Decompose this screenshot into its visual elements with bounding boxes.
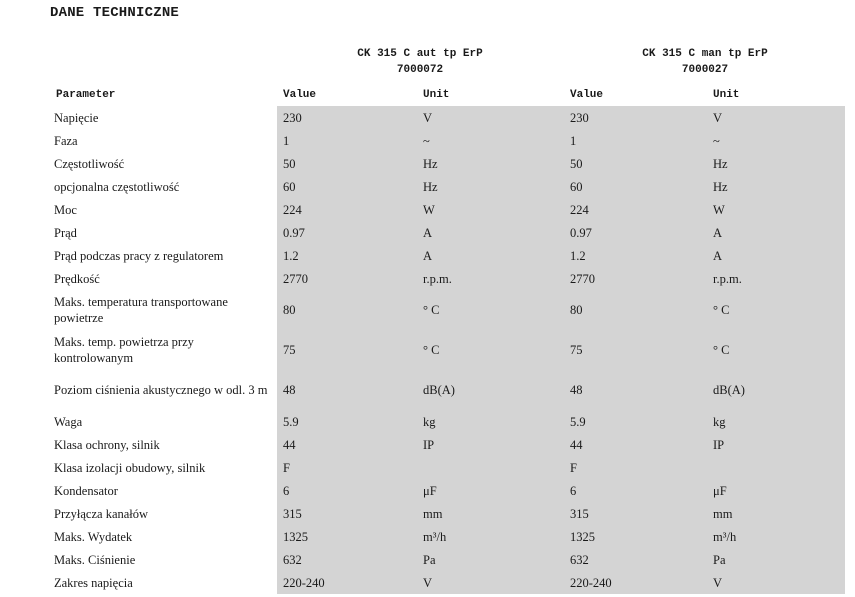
unit-cell-2: IP bbox=[707, 433, 845, 456]
table-row bbox=[50, 175, 845, 198]
unit-cell-1: Hz bbox=[417, 152, 564, 175]
column-header-parameter: Parameter bbox=[56, 89, 116, 101]
param-cell: Kondensator bbox=[54, 483, 118, 498]
value-cell-1: 0.97 bbox=[277, 221, 417, 244]
unit-cell-1: mm bbox=[417, 502, 564, 525]
value-cell-1: 5.9 bbox=[277, 410, 417, 433]
unit-cell-1: Pa bbox=[417, 548, 564, 571]
value-cell-2: 5.9 bbox=[564, 410, 707, 433]
value-cell-1: 1.2 bbox=[277, 244, 417, 267]
product-code: 7000027 bbox=[681, 64, 729, 76]
value-cell-1: 80 bbox=[277, 290, 417, 330]
product-code: 7000072 bbox=[396, 64, 444, 76]
value-cell-2: 220-240 bbox=[564, 571, 707, 594]
table-row bbox=[50, 221, 845, 244]
param-cell: Zakres napięcia bbox=[54, 575, 133, 590]
unit-cell-2: μF bbox=[707, 479, 845, 502]
value-cell-1: 1325 bbox=[277, 525, 417, 548]
table-row bbox=[50, 502, 845, 525]
table-row bbox=[50, 152, 845, 175]
unit-cell-2: ~ bbox=[707, 129, 845, 152]
value-cell-2: 1 bbox=[564, 129, 707, 152]
page-title: DANE TECHNICZNE bbox=[50, 5, 180, 21]
unit-cell-1 bbox=[417, 456, 564, 479]
unit-cell-1: Hz bbox=[417, 175, 564, 198]
table-header-row bbox=[50, 84, 845, 106]
unit-cell-2: Hz bbox=[707, 152, 845, 175]
table-row bbox=[50, 571, 845, 594]
unit-cell-1: m³/h bbox=[417, 525, 564, 548]
unit-cell-2: kg bbox=[707, 410, 845, 433]
value-cell-2: 6 bbox=[564, 479, 707, 502]
value-cell-2: 224 bbox=[564, 198, 707, 221]
param-cell: Przyłącza kanałów bbox=[54, 506, 149, 521]
table-row bbox=[50, 290, 845, 330]
value-cell-1: 220-240 bbox=[277, 571, 417, 594]
table-row bbox=[50, 456, 845, 479]
table-row bbox=[50, 525, 845, 548]
unit-cell-2: V bbox=[707, 571, 845, 594]
unit-cell-1: V bbox=[417, 571, 564, 594]
value-cell-2: 75 bbox=[564, 330, 707, 370]
value-cell-2: 50 bbox=[564, 152, 707, 175]
value-cell-2: 48 bbox=[564, 370, 707, 410]
unit-cell-2: A bbox=[707, 221, 845, 244]
param-cell: Klasa ochrony, silnik bbox=[54, 437, 160, 452]
param-cell: opcjonalna częstotliwość bbox=[54, 179, 180, 194]
param-cell: Moc bbox=[54, 202, 77, 217]
param-cell: Prędkość bbox=[54, 271, 100, 286]
value-cell-1: 315 bbox=[277, 502, 417, 525]
table-row bbox=[50, 267, 845, 290]
unit-cell-2: dB(A) bbox=[707, 370, 845, 410]
param-cell: Klasa izolacji obudowy, silnik bbox=[54, 460, 206, 475]
unit-cell-2: mm bbox=[707, 502, 845, 525]
param-cell: Prąd podczas pracy z regulatorem bbox=[54, 248, 224, 263]
param-cell: Maks. Wydatek bbox=[54, 529, 133, 544]
unit-cell-1: kg bbox=[417, 410, 564, 433]
table-row bbox=[50, 106, 845, 129]
value-cell-1: 50 bbox=[277, 152, 417, 175]
unit-cell-1: ° C bbox=[417, 330, 564, 370]
value-cell-1: 60 bbox=[277, 175, 417, 198]
value-cell-2: 315 bbox=[564, 502, 707, 525]
value-cell-2: 230 bbox=[564, 106, 707, 129]
unit-cell-1: r.p.m. bbox=[417, 267, 564, 290]
unit-cell-1: μF bbox=[417, 479, 564, 502]
column-header-value-2: Value bbox=[570, 89, 604, 101]
table-row bbox=[50, 548, 845, 571]
value-cell-1: 230 bbox=[277, 106, 417, 129]
unit-cell-1: V bbox=[417, 106, 564, 129]
value-cell-1: 6 bbox=[277, 479, 417, 502]
unit-cell-2: ° C bbox=[707, 330, 845, 370]
value-cell-2: 632 bbox=[564, 548, 707, 571]
value-cell-1: 75 bbox=[277, 330, 417, 370]
table-row bbox=[50, 129, 845, 152]
unit-cell-2: V bbox=[707, 106, 845, 129]
table-row bbox=[50, 330, 845, 370]
unit-cell-2: Pa bbox=[707, 548, 845, 571]
unit-cell-2: W bbox=[707, 198, 845, 221]
unit-cell-2 bbox=[707, 456, 845, 479]
value-cell-1: F bbox=[277, 456, 417, 479]
value-cell-2: 2770 bbox=[564, 267, 707, 290]
value-cell-2: F bbox=[564, 456, 707, 479]
value-cell-2: 1325 bbox=[564, 525, 707, 548]
param-cell: Waga bbox=[54, 414, 83, 429]
table-row bbox=[50, 370, 845, 410]
unit-cell-2: m³/h bbox=[707, 525, 845, 548]
unit-cell-2: A bbox=[707, 244, 845, 267]
table-row bbox=[50, 410, 845, 433]
unit-cell-1: A bbox=[417, 221, 564, 244]
spec-table bbox=[50, 84, 845, 594]
param-cell: Maks. temp. powietrza przy kontrolowanym bbox=[54, 335, 194, 365]
product-header-1 bbox=[305, 46, 535, 78]
value-cell-2: 1.2 bbox=[564, 244, 707, 267]
unit-cell-1: ° C bbox=[417, 290, 564, 330]
product-name: CK 315 C aut tp ErP bbox=[357, 48, 483, 60]
param-cell: Prąd bbox=[54, 225, 77, 240]
product-name: CK 315 C man tp ErP bbox=[642, 48, 768, 60]
value-cell-2: 60 bbox=[564, 175, 707, 198]
value-cell-2: 44 bbox=[564, 433, 707, 456]
value-cell-1: 44 bbox=[277, 433, 417, 456]
param-cell: Faza bbox=[54, 133, 78, 148]
product-header-2 bbox=[590, 46, 820, 78]
param-cell: Maks. temperatura transportowane powietrze bbox=[54, 295, 228, 325]
param-cell: Częstotliwość bbox=[54, 156, 125, 171]
unit-cell-1: dB(A) bbox=[417, 370, 564, 410]
unit-cell-2: ° C bbox=[707, 290, 845, 330]
table-row bbox=[50, 433, 845, 456]
unit-cell-2: r.p.m. bbox=[707, 267, 845, 290]
value-cell-2: 0.97 bbox=[564, 221, 707, 244]
value-cell-1: 1 bbox=[277, 129, 417, 152]
unit-cell-1: IP bbox=[417, 433, 564, 456]
value-cell-2: 80 bbox=[564, 290, 707, 330]
param-cell: Napięcie bbox=[54, 110, 99, 125]
value-cell-1: 224 bbox=[277, 198, 417, 221]
value-cell-1: 48 bbox=[277, 370, 417, 410]
table-row bbox=[50, 198, 845, 221]
column-header-unit-1: Unit bbox=[423, 89, 450, 101]
column-header-unit-2: Unit bbox=[713, 89, 740, 101]
param-cell: Poziom ciśnienia akustycznego w odl. 3 m bbox=[54, 383, 268, 397]
param-cell: Maks. Ciśnienie bbox=[54, 552, 136, 567]
unit-cell-1: ~ bbox=[417, 129, 564, 152]
unit-cell-2: Hz bbox=[707, 175, 845, 198]
value-cell-1: 2770 bbox=[277, 267, 417, 290]
value-cell-1: 632 bbox=[277, 548, 417, 571]
table-row bbox=[50, 244, 845, 267]
column-header-value-1: Value bbox=[283, 89, 317, 101]
unit-cell-1: A bbox=[417, 244, 564, 267]
unit-cell-1: W bbox=[417, 198, 564, 221]
table-row bbox=[50, 479, 845, 502]
